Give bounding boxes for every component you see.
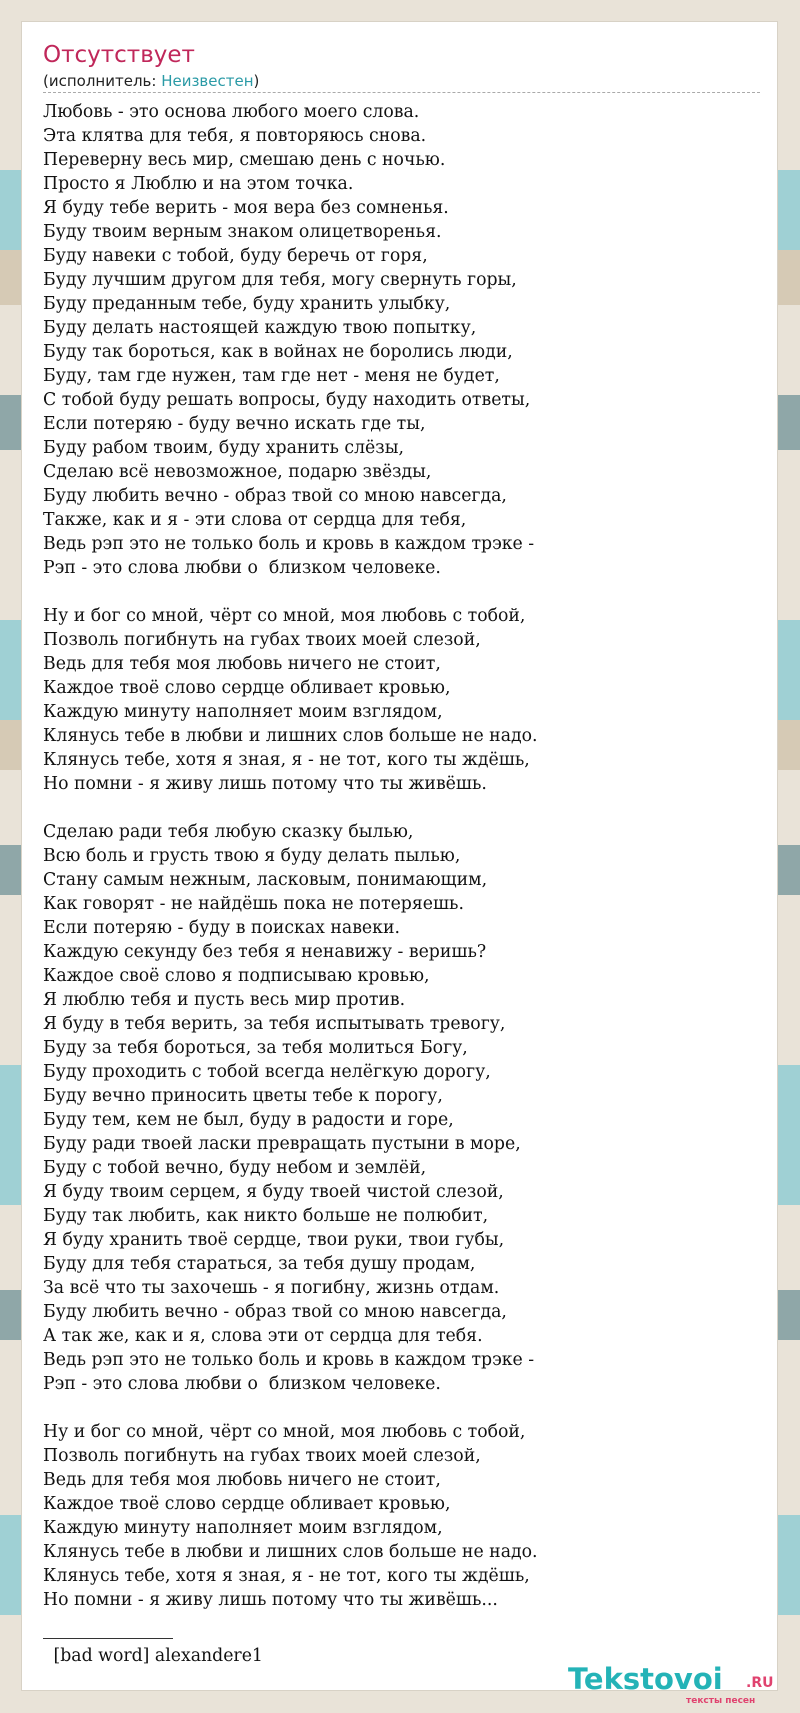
- signature-text: [bad word] alexandere1: [48, 1646, 263, 1666]
- lyric-line: Сделаю ради тебя любую сказку былью,: [43, 822, 414, 842]
- lyric-line: Буду любить вечно - образ твой со мною навсегда,: [43, 486, 507, 506]
- lyric-line: Буду преданным тебе, буду хранить улыбку,: [43, 294, 451, 314]
- lyric-line: Но помни - я живу лишь потому что ты живёшь...: [43, 1590, 498, 1610]
- lyric-line: Ведь для тебя моя любовь ничего не стоит,: [43, 654, 441, 674]
- lyric-line: Ну и бог со мной, чёрт со мной, моя любовь с тобой,: [43, 606, 526, 626]
- lyric-line: Буду навеки с тобой, буду беречь от горя,: [43, 246, 428, 266]
- lyric-line: Буду делать настоящей каждую твою попытку,: [43, 318, 477, 338]
- artist-link[interactable]: Неизвестен: [161, 72, 254, 90]
- lyric-line: Клянусь тебе, хотя я зная, я - не тот, кого ты ждёшь,: [43, 1566, 530, 1586]
- lyric-line: Сделаю всё невозможное, подарю звёзды,: [43, 462, 432, 482]
- stanza-break: [43, 1396, 763, 1420]
- lyric-line: Буду тем, кем не был, буду в радости и горе,: [43, 1110, 454, 1130]
- lyric-line: Если потеряю - буду вечно искать где ты,: [43, 414, 426, 434]
- lyric-line: Каждое твоё слово сердце обливает кровью,: [43, 678, 451, 698]
- lyric-line: Рэп - это слова любви о близком человеке.: [43, 558, 441, 578]
- lyric-line: Стану самым нежным, ласковым, понимающим,: [43, 870, 488, 890]
- lyric-line: Ведь рэп это не только боль и кровь в каждом трэке -: [43, 534, 535, 554]
- lyric-line: Ведь для тебя моя любовь ничего не стоит,: [43, 1470, 441, 1490]
- lyric-line: Буду проходить с тобой всегда нелёгкую дорогу,: [43, 1062, 491, 1082]
- lyric-line: Всю боль и грусть твою я буду делать пылью,: [43, 846, 461, 866]
- lyric-line: Также, как и я - эти слова от сердца для тебя,: [43, 510, 467, 530]
- lyric-line: Клянусь тебе в любви и лишних слов больше не надо.: [43, 726, 538, 746]
- lyric-line: Буду для тебя стараться, за тебя душу продам,: [43, 1254, 476, 1274]
- lyrics-body: [43, 100, 763, 1612]
- lyric-line: Ну и бог со мной, чёрт со мной, моя любовь с тобой,: [43, 1422, 526, 1442]
- lyric-line: Я люблю тебя и пусть весь мир против.: [43, 990, 406, 1010]
- lyric-line: А так же, как и я, слова эти от сердца для тебя.: [43, 1326, 483, 1346]
- lyric-line: Клянусь тебе, хотя я зная, я - не тот, кого ты ждёшь,: [43, 750, 530, 770]
- lyric-line: Буду лучшим другом для тебя, могу свернуть горы,: [43, 270, 517, 290]
- artist-line: [43, 72, 259, 90]
- lyric-line: Буду так любить, как никто больше не полюбит,: [43, 1206, 489, 1226]
- lyric-line: Буду так бороться, как в войнах не боролись люди,: [43, 342, 513, 362]
- lyric-line: Буду с тобой вечно, буду небом и землёй,: [43, 1158, 427, 1178]
- lyric-line: Рэп - это слова любви о близком человеке.: [43, 1374, 441, 1394]
- lyric-line: Я буду твоим серцем, я буду твоей чистой слезой,: [43, 1182, 504, 1202]
- lyric-line: За всё что ты захочешь - я погибну, жизнь отдам.: [43, 1278, 500, 1298]
- lyrics-card: [21, 21, 778, 1706]
- lyric-line: Буду вечно приносить цветы тебе к порогу,: [43, 1086, 443, 1106]
- lyric-line: Буду, там где нужен, там где нет - меня не будет,: [43, 366, 500, 386]
- lyric-line: Буду за тебя бороться, за тебя молиться Богу,: [43, 1038, 468, 1058]
- lyric-line: Каждое твоё слово сердце обливает кровью,: [43, 1494, 451, 1514]
- stanza-break: [43, 796, 763, 820]
- lyric-line: Я буду хранить твоё сердце, твои руки, твои губы,: [43, 1230, 505, 1250]
- lyric-line: Если потеряю - буду в поисках навеки.: [43, 918, 400, 938]
- lyric-line: Но помни - я живу лишь потому что ты живёшь.: [43, 774, 487, 794]
- artist-suffix: ): [253, 72, 260, 90]
- lyric-line: С тобой буду решать вопросы, буду находить ответы,: [43, 390, 531, 410]
- artist-prefix: (исполнитель:: [43, 72, 162, 90]
- lyric-line: Переверну весь мир, смешаю день с ночью.: [43, 150, 446, 170]
- lyric-line: Каждое своё слово я подписываю кровью,: [43, 966, 430, 986]
- lyric-line: Буду рабом твоим, буду хранить слёзы,: [43, 438, 404, 458]
- logo-wordmark: Tekstovoi: [568, 1662, 723, 1696]
- stanza-break: [43, 580, 763, 604]
- lyric-line: Каждую секунду без тебя я ненавижу - веришь?: [43, 942, 487, 962]
- lyric-line: Буду твоим верным знаком олицетворенья.: [43, 222, 442, 242]
- lyric-line: Позволь погибнуть на губах твоих моей слезой,: [43, 1446, 481, 1466]
- lyric-line: Буду ради твоей ласки превращать пустыни в море,: [43, 1134, 521, 1154]
- logo-tagline: тексты песен: [686, 1696, 756, 1706]
- lyric-line: Просто я Люблю и на этом точка.: [43, 174, 354, 194]
- lyric-line: Клянусь тебе в любви и лишних слов больше не надо.: [43, 1542, 538, 1562]
- lyric-line: Любовь - это основа любого моего слова.: [43, 102, 420, 122]
- title-divider: [43, 92, 760, 93]
- lyric-line: Позволь погибнуть на губах твоих моей слезой,: [43, 630, 481, 650]
- lyric-line: Буду любить вечно - образ твой со мною навсегда,: [43, 1302, 507, 1322]
- signature-rule: [43, 1638, 173, 1639]
- lyric-line: Каждую минуту наполняет моим взглядом,: [43, 702, 443, 722]
- song-title: Отсутствует: [43, 42, 195, 68]
- lyric-line: Эта клятва для тебя, я повторяюсь снова.: [43, 126, 427, 146]
- lyric-line: Я буду тебе верить - моя вера без сомненья.: [43, 198, 449, 218]
- site-logo[interactable]: [568, 1662, 774, 1706]
- logo-tld: .RU: [746, 1675, 774, 1691]
- lyric-line: Я буду в тебя верить, за тебя испытывать тревогу,: [43, 1014, 506, 1034]
- lyric-line: Ведь рэп это не только боль и кровь в каждом трэке -: [43, 1350, 535, 1370]
- lyric-line: Как говорят - не найдёшь пока не потеряешь.: [43, 894, 464, 914]
- lyric-line: Каждую минуту наполняет моим взглядом,: [43, 1518, 443, 1538]
